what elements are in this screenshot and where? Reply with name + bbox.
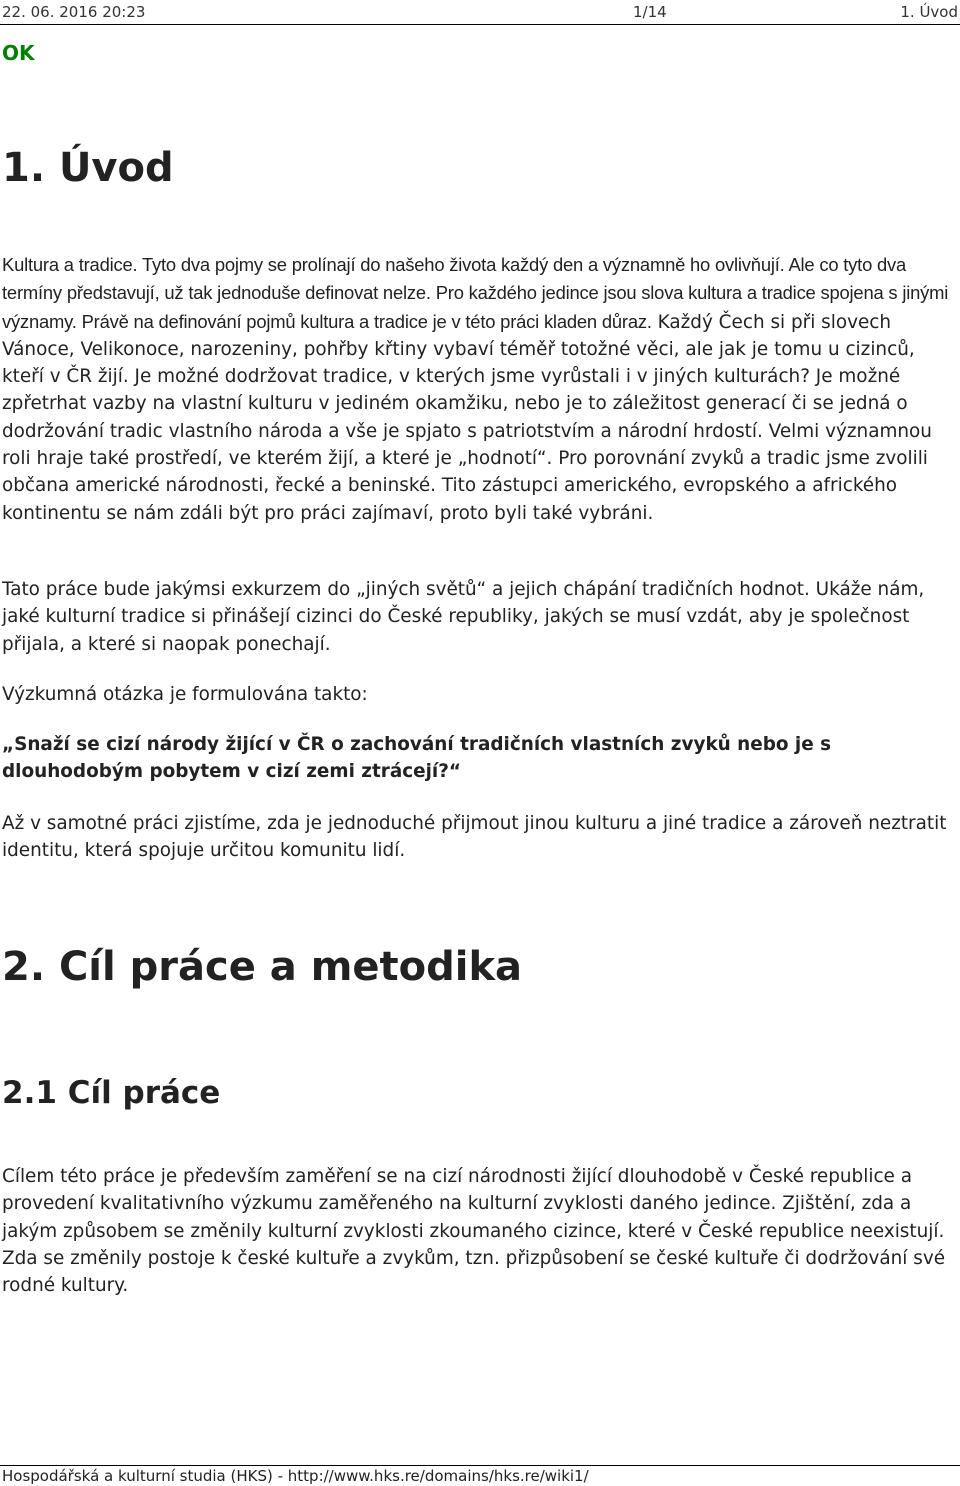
paragraph-intro [2,251,960,527]
section-title-cil-metodika: 2. Cíl práce a metodika [2,944,523,990]
page-footer [0,1465,960,1485]
paragraph-intro-part-b: Každý Čech si při slovech Vánoce, Velikonoce, narozeniny, pohřby křtiny vybaví téměř totožné věci, ale jak je tomu u cizinců, kteří v ČR žijí. Je možné dodržovat tradice, v kterých jsme vyrůstali i v jiných kulturách? Je možné zpřetrhat vazby na vlastní kulturu v jediném okamžiku, nebo je to záležitost generací či se jedná o dodržování tradic vlastního národa a vše je spjato s patriotstvím a národní hrdostí. Velmi významnou roli hraje také prostředí, ve kterém žijí, a které je „hodnotí“. Pro porovnání zvyků a tradic jsme zvolili občana americké národnosti, řecké a beninské. Tito zástupci amerického, evropského a afrického kontinentu se nám zdáli být pro práci zajímaví, proto byli také vybráni. [2,311,932,524]
page-header [0,0,960,25]
status-label: OK [2,41,35,65]
paragraph-intro-part-a: Kultura a tradice. Tyto dva pojmy se prolínají do našeho života každý den a významně ho ovlivňují. Ale co tyto dva termíny představují, už tak jednoduše definovat nelze. Pro každého jedince jsou slova kultura a tradice spojena s jinými významy. Právě na definování pojmů kultura a tradice je v této práci kladen důraz. [2,254,949,332]
paragraph-research-question-intro: Výzkumná otázka je formulována takto: [2,684,368,705]
footer-text: Hospodářská a kulturní studia (HKS) - http://www.hks.re/domains/hks.re/wiki1/ [2,1467,589,1485]
paragraph-cilem: Cílem této práce je především zaměření se na cizí národnosti žijící dlouhodobě v České republice a provedení kvalitativního výzkumu zaměřeného na kulturní zvyklosti daného jedince. Zjištění, zda a jakým způsobem se změnily kulturní zvyklosti zkoumaného cizince, které v České republice neexistují. Zda se změnily postoje k české kultuře a zvykům, tzn. přizpůsobení se české kultuře či dodržování své rodné kultury. [2,1166,946,1297]
research-question: „Snaží se cizí národy žijící v ČR o zachování tradičních vlastních zvyků nebo je s dlouhodobým pobytem v cizí zemi ztrácejí?“ [2,734,832,783]
paragraph-prace: Tato práce bude jakýmsi exkurzem do „jiných světů“ a jejich chápání tradičních hodnot. Ukáže nám, jaké kulturní tradice si přinášejí cizinci do České republiky, jakých se musí vzdát, aby je společnost přijala, a které si naopak ponechají. [2,579,925,655]
header-datetime: 22. 06. 2016 20:23 [2,3,146,21]
header-section: 1. Úvod [900,3,958,21]
header-page-number: 1/14 [633,3,667,21]
subsection-title-cil-prace: 2.1 Cíl práce [2,1075,221,1111]
paragraph-samotne: Až v samotné práci zjistíme, zda je jednoduché přijmout jinou kulturu a jiné tradice a zároveň neztratit identitu, která spojuje určitou komunitu lidí. [2,813,947,862]
section-title-uvod: 1. Úvod [2,145,174,191]
